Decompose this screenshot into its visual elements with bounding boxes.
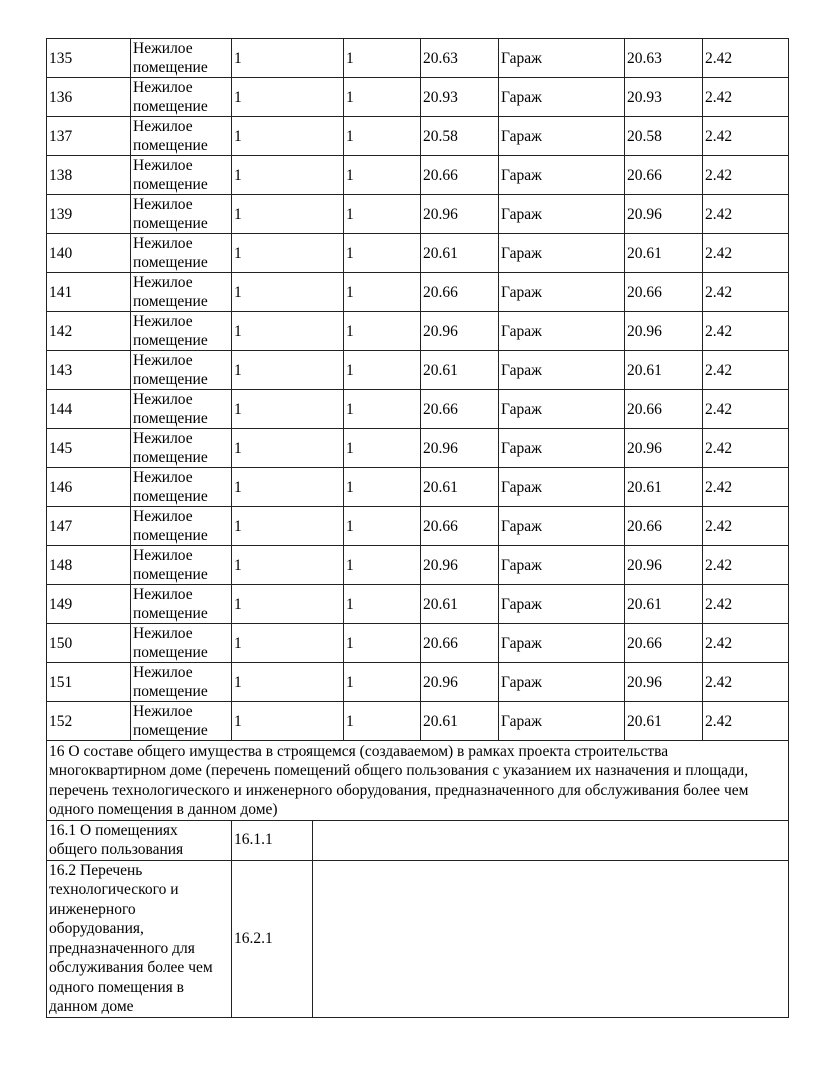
unit-area-cell: 20.58: [421, 117, 499, 156]
unit-purpose-cell: Гараж: [499, 39, 625, 78]
unit-number-cell: 139: [47, 195, 131, 234]
room-area-cell: 20.96: [625, 663, 703, 702]
unit-purpose-cell: Гараж: [499, 117, 625, 156]
unit-area-cell: 20.66: [421, 390, 499, 429]
unit-number-cell: 151: [47, 663, 131, 702]
unit-area-cell: 20.96: [421, 663, 499, 702]
unit-area-cell: 20.93: [421, 78, 499, 117]
unit-area-cell: 20.66: [421, 156, 499, 195]
unit-type-cell: Нежилое помещение: [131, 234, 232, 273]
unit-number-cell: 135: [47, 39, 131, 78]
room-area-cell: 20.61: [625, 585, 703, 624]
table-row: [47, 546, 789, 585]
unit-number-cell: 145: [47, 429, 131, 468]
table-row: [47, 390, 789, 429]
unit-type-cell: Нежилое помещение: [131, 195, 232, 234]
section-16-heading: 16 О составе общего имущества в строящемся (создаваемом) в рамках проекта строительства многоквартирном доме (перечень помещений общего пользования с указанием их назначения и площади, перечень технологического и инженерного оборудования, предназначенного для обслуживания более чем одного помещения в данном доме): [47, 740, 789, 820]
unit-purpose-cell: Гараж: [499, 507, 625, 546]
unit-area-cell: 20.61: [421, 234, 499, 273]
unit-area-cell: 20.61: [421, 468, 499, 507]
table-row: [47, 702, 789, 741]
table-row: [47, 429, 789, 468]
unit-purpose-cell: Гараж: [499, 624, 625, 663]
unit-col3-cell: 1: [232, 39, 344, 78]
unit-purpose-cell: Гараж: [499, 468, 625, 507]
unit-area-cell: 20.63: [421, 39, 499, 78]
unit-type-cell: Нежилое помещение: [131, 507, 232, 546]
table-row: [47, 117, 789, 156]
unit-area-cell: 20.66: [421, 273, 499, 312]
unit-col4-cell: 1: [344, 702, 421, 741]
units-table-body: [47, 39, 789, 741]
unit-col3-cell: 1: [232, 117, 344, 156]
room-area-cell: 20.96: [625, 546, 703, 585]
unit-area-cell: 20.66: [421, 624, 499, 663]
unit-col3-cell: 1: [232, 468, 344, 507]
unit-type-cell: Нежилое помещение: [131, 273, 232, 312]
section-16-2-label: 16.2 Перечень технологического и инженерного оборудования, предназначенного для обслуживания более чем одного помещения в данном доме: [47, 860, 232, 1017]
unit-col3-cell: 1: [232, 585, 344, 624]
unit-col4-cell: 1: [344, 429, 421, 468]
unit-purpose-cell: Гараж: [499, 273, 625, 312]
unit-purpose-cell: Гараж: [499, 234, 625, 273]
unit-type-cell: Нежилое помещение: [131, 702, 232, 741]
ceiling-height-cell: 2.42: [703, 78, 789, 117]
unit-area-cell: 20.61: [421, 585, 499, 624]
ceiling-height-cell: 2.42: [703, 312, 789, 351]
section-16-table: [46, 740, 789, 1018]
room-area-cell: 20.63: [625, 39, 703, 78]
table-row: [47, 156, 789, 195]
unit-col4-cell: 1: [344, 234, 421, 273]
unit-area-cell: 20.61: [421, 351, 499, 390]
unit-col4-cell: 1: [344, 117, 421, 156]
unit-col4-cell: 1: [344, 585, 421, 624]
unit-type-cell: Нежилое помещение: [131, 312, 232, 351]
unit-number-cell: 137: [47, 117, 131, 156]
ceiling-height-cell: 2.42: [703, 702, 789, 741]
table-row: [47, 468, 789, 507]
unit-area-cell: 20.96: [421, 429, 499, 468]
unit-number-cell: 152: [47, 702, 131, 741]
unit-col4-cell: 1: [344, 546, 421, 585]
unit-type-cell: Нежилое помещение: [131, 351, 232, 390]
table-row: [47, 351, 789, 390]
unit-col3-cell: 1: [232, 156, 344, 195]
unit-purpose-cell: Гараж: [499, 585, 625, 624]
unit-type-cell: Нежилое помещение: [131, 624, 232, 663]
unit-number-cell: 147: [47, 507, 131, 546]
section-16-2-code: 16.2.1: [232, 860, 313, 1017]
unit-type-cell: Нежилое помещение: [131, 546, 232, 585]
unit-col4-cell: 1: [344, 39, 421, 78]
unit-col4-cell: 1: [344, 273, 421, 312]
unit-purpose-cell: Гараж: [499, 312, 625, 351]
ceiling-height-cell: 2.42: [703, 195, 789, 234]
ceiling-height-cell: 2.42: [703, 39, 789, 78]
ceiling-height-cell: 2.42: [703, 390, 789, 429]
room-area-cell: 20.66: [625, 273, 703, 312]
unit-area-cell: 20.61: [421, 702, 499, 741]
unit-col4-cell: 1: [344, 351, 421, 390]
unit-number-cell: 136: [47, 78, 131, 117]
unit-col4-cell: 1: [344, 78, 421, 117]
unit-number-cell: 150: [47, 624, 131, 663]
unit-col3-cell: 1: [232, 234, 344, 273]
room-area-cell: 20.96: [625, 312, 703, 351]
table-row: [47, 195, 789, 234]
unit-col3-cell: 1: [232, 429, 344, 468]
unit-type-cell: Нежилое помещение: [131, 429, 232, 468]
table-row: [47, 624, 789, 663]
unit-col4-cell: 1: [344, 663, 421, 702]
unit-col3-cell: 1: [232, 273, 344, 312]
unit-area-cell: 20.96: [421, 312, 499, 351]
unit-col3-cell: 1: [232, 390, 344, 429]
ceiling-height-cell: 2.42: [703, 117, 789, 156]
unit-area-cell: 20.96: [421, 195, 499, 234]
ceiling-height-cell: 2.42: [703, 585, 789, 624]
room-area-cell: 20.96: [625, 429, 703, 468]
ceiling-height-cell: 2.42: [703, 663, 789, 702]
unit-type-cell: Нежилое помещение: [131, 585, 232, 624]
ceiling-height-cell: 2.42: [703, 429, 789, 468]
unit-purpose-cell: Гараж: [499, 195, 625, 234]
unit-number-cell: 141: [47, 273, 131, 312]
unit-number-cell: 143: [47, 351, 131, 390]
room-area-cell: 20.61: [625, 234, 703, 273]
room-area-cell: 20.96: [625, 195, 703, 234]
room-area-cell: 20.93: [625, 78, 703, 117]
section-16-1-label: 16.1 О помещениях общего пользования: [47, 820, 232, 860]
room-area-cell: 20.66: [625, 390, 703, 429]
unit-purpose-cell: Гараж: [499, 663, 625, 702]
ceiling-height-cell: 2.42: [703, 507, 789, 546]
room-area-cell: 20.66: [625, 156, 703, 195]
unit-col3-cell: 1: [232, 507, 344, 546]
unit-number-cell: 149: [47, 585, 131, 624]
unit-col3-cell: 1: [232, 312, 344, 351]
unit-type-cell: Нежилое помещение: [131, 39, 232, 78]
room-area-cell: 20.66: [625, 624, 703, 663]
unit-col3-cell: 1: [232, 624, 344, 663]
units-table: [46, 38, 789, 741]
room-area-cell: 20.61: [625, 702, 703, 741]
section-16-1-code: 16.1.1: [232, 820, 313, 860]
ceiling-height-cell: 2.42: [703, 624, 789, 663]
ceiling-height-cell: 2.42: [703, 546, 789, 585]
unit-col3-cell: 1: [232, 351, 344, 390]
table-row: [47, 507, 789, 546]
unit-area-cell: 20.66: [421, 507, 499, 546]
unit-number-cell: 138: [47, 156, 131, 195]
unit-number-cell: 146: [47, 468, 131, 507]
unit-purpose-cell: Гараж: [499, 390, 625, 429]
unit-col4-cell: 1: [344, 312, 421, 351]
unit-col4-cell: 1: [344, 468, 421, 507]
ceiling-height-cell: 2.42: [703, 234, 789, 273]
unit-purpose-cell: Гараж: [499, 546, 625, 585]
table-row: [47, 234, 789, 273]
unit-col3-cell: 1: [232, 702, 344, 741]
unit-purpose-cell: Гараж: [499, 429, 625, 468]
ceiling-height-cell: 2.42: [703, 156, 789, 195]
unit-number-cell: 140: [47, 234, 131, 273]
room-area-cell: 20.61: [625, 351, 703, 390]
table-row: [47, 78, 789, 117]
unit-purpose-cell: Гараж: [499, 702, 625, 741]
ceiling-height-cell: 2.42: [703, 273, 789, 312]
unit-number-cell: 142: [47, 312, 131, 351]
unit-type-cell: Нежилое помещение: [131, 390, 232, 429]
unit-col4-cell: 1: [344, 156, 421, 195]
unit-type-cell: Нежилое помещение: [131, 117, 232, 156]
unit-purpose-cell: Гараж: [499, 78, 625, 117]
room-area-cell: 20.58: [625, 117, 703, 156]
table-row: [47, 39, 789, 78]
section-16-1-value: [313, 820, 789, 860]
unit-col4-cell: 1: [344, 624, 421, 663]
unit-col4-cell: 1: [344, 507, 421, 546]
unit-area-cell: 20.96: [421, 546, 499, 585]
room-area-cell: 20.61: [625, 468, 703, 507]
room-area-cell: 20.66: [625, 507, 703, 546]
document-page: [46, 38, 788, 1018]
table-row: [47, 663, 789, 702]
unit-col3-cell: 1: [232, 663, 344, 702]
table-row: [47, 312, 789, 351]
ceiling-height-cell: 2.42: [703, 468, 789, 507]
table-row: [47, 585, 789, 624]
unit-col3-cell: 1: [232, 195, 344, 234]
unit-col4-cell: 1: [344, 390, 421, 429]
table-row: [47, 273, 789, 312]
unit-col3-cell: 1: [232, 546, 344, 585]
section-16-2-value: [313, 860, 789, 1017]
unit-col3-cell: 1: [232, 78, 344, 117]
unit-purpose-cell: Гараж: [499, 156, 625, 195]
unit-purpose-cell: Гараж: [499, 351, 625, 390]
unit-type-cell: Нежилое помещение: [131, 663, 232, 702]
unit-type-cell: Нежилое помещение: [131, 156, 232, 195]
ceiling-height-cell: 2.42: [703, 351, 789, 390]
unit-col4-cell: 1: [344, 195, 421, 234]
unit-number-cell: 148: [47, 546, 131, 585]
unit-type-cell: Нежилое помещение: [131, 78, 232, 117]
unit-type-cell: Нежилое помещение: [131, 468, 232, 507]
unit-number-cell: 144: [47, 390, 131, 429]
